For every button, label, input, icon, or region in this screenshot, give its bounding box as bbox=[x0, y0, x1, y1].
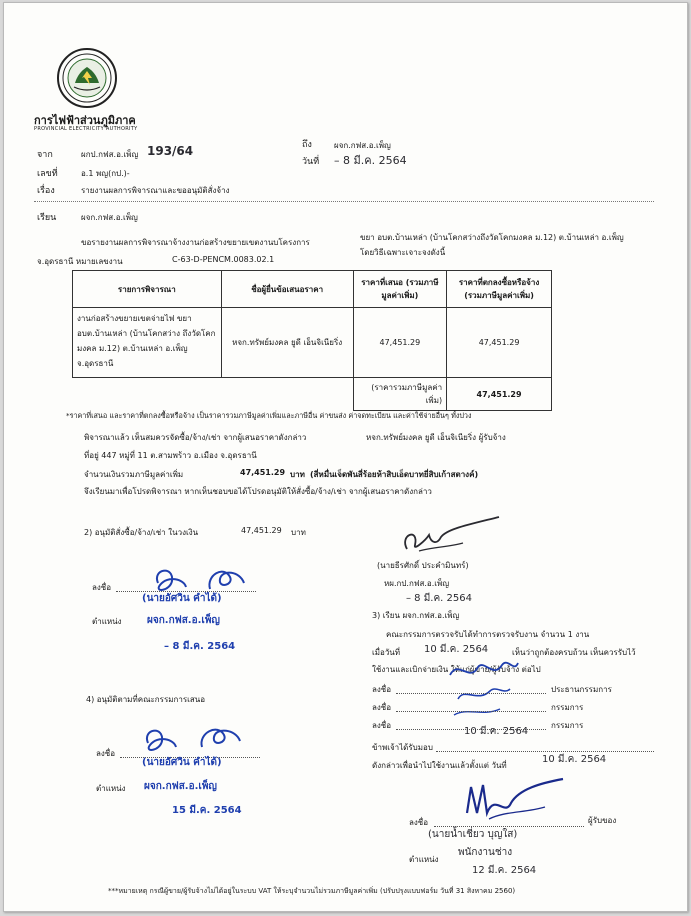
intro-line2-right: โดยวิธีเฉพาะเจาะจงดังนี้ bbox=[360, 248, 446, 257]
section3-line2-right: เห็นว่าถูกต้องครบถ้วน เห็นควรรับไว้ bbox=[512, 648, 636, 657]
section3-line2-label: เมื่อวันที่ bbox=[372, 648, 401, 657]
section4-position-label: ตำแหน่ง bbox=[96, 784, 126, 793]
org-name-en: PROVINCIAL ELECTRICITY AUTHORITY bbox=[34, 126, 138, 132]
subject-label: เรื่อง bbox=[37, 186, 55, 196]
recipient-position: พนักงานช่าง bbox=[458, 847, 513, 858]
section4-label: 4) อนุมัติตามที่คณะกรรมการเสนอ bbox=[86, 695, 206, 704]
section4-signature bbox=[132, 715, 252, 759]
approve2-position: ผจก.กฟส.อ.เพ็ญ bbox=[147, 615, 220, 626]
org-name-th: การไฟฟ้าส่วนภูมิภาค bbox=[34, 114, 136, 127]
recipient-sign-label: ลงชื่อ bbox=[409, 818, 429, 827]
price-note: *ราคาที่เสนอ และราคาที่ตกลงซื้อหรือจ้าง เป็นราคารวมภาษีมูลค่าเพิ่มและภาษีอื่น ค่าขนส่ง ค่าจดทะเบียน และค่าใช้จ่ายอื่นๆ ทั้งปวง bbox=[66, 411, 472, 420]
cell-item: งานก่อสร้างขยายเขตจ่ายไฟ ขยา อบต.บ้านเหล่า (บ้านโคกสว่าง ถึงวัดโคกมงคล ม.12) ต.บ้านเหล่า อ.เพ็ญ จ.อุดรธานี bbox=[73, 308, 222, 378]
section4-date: 15 มี.ค. 2564 bbox=[172, 805, 242, 816]
ref-label: เลขที่ bbox=[37, 169, 58, 179]
job-number: C-63-D-PENCM.0083.02.1 bbox=[172, 255, 275, 264]
memo-page bbox=[3, 2, 688, 912]
member1-role: กรรมการ bbox=[551, 703, 584, 712]
quotation-table bbox=[72, 270, 552, 411]
date-label: วันที่ bbox=[302, 157, 320, 167]
subject-value: รายงานผลการพิจารณาและขออนุมัติสั่งจ้าง bbox=[81, 186, 230, 195]
from-label: จาก bbox=[37, 150, 53, 160]
chair-role: ประธานกรรมการ bbox=[551, 685, 612, 694]
recipient-date: 12 มี.ค. 2564 bbox=[472, 865, 537, 876]
col-header-agreed: ราคาที่ตกลงซื้อหรือจ้าง (รวมภาษีมูลค่าเพิ่ม) bbox=[447, 271, 552, 308]
ref-handwritten: 193/64 bbox=[147, 144, 194, 158]
consider-line3-label: จำนวนเงินรวมภาษีมูลค่าเพิ่ม bbox=[84, 470, 184, 479]
pea-logo bbox=[56, 47, 118, 109]
intro-line2-left: จ.อุดรธานี หมายเลขงาน bbox=[37, 257, 123, 266]
table-row bbox=[73, 308, 552, 378]
committee-date: 10 มี.ค. 2564 bbox=[464, 726, 529, 737]
consider-amount-words: (สี่หมื่นเจ็ดพันสี่ร้อยห้าสิบเอ็ดบาทยี่สิบเก้าสตางค์) bbox=[310, 470, 479, 479]
consider-unit: บาท bbox=[290, 470, 305, 479]
receive-label: ข้าพเจ้าได้รับมอบ bbox=[372, 743, 433, 752]
footer-note: ***หมายเหตุ กรณีผู้ขาย/ผู้รับจ้างไม่ได้อยู่ในระบบ VAT ให้ระบุจำนวนไม่รวมภาษีมูลค่าเพิ่ม (ปรับปรุงแบบฟอร์ม วันที่ 31 สิงหาคม 2560) bbox=[108, 887, 516, 895]
section4-position: ผจก.กฟส.อ.เพ็ญ bbox=[144, 781, 217, 792]
delivery-date: 10 มี.ค. 2564 bbox=[542, 754, 607, 765]
member2-sign-label: ลงชื่อ bbox=[372, 721, 392, 730]
to-label: ถึง bbox=[302, 140, 312, 150]
chair-sign-label: ลงชื่อ bbox=[372, 685, 392, 694]
requester-signature bbox=[389, 511, 509, 559]
requester-name: (นายธีรศักดิ์ ประคำมินทร์) bbox=[377, 561, 469, 570]
header-divider bbox=[34, 201, 654, 202]
total-label: (ราคารวมภาษีมูลค่าเพิ่ม) bbox=[353, 378, 446, 411]
ref-value: อ.1 พญ(กป.)- bbox=[81, 169, 130, 178]
approve2-position-label: ตำแหน่ง bbox=[92, 617, 122, 626]
requester-date: – 8 มี.ค. 2564 bbox=[406, 593, 472, 604]
table-total-row bbox=[73, 378, 552, 411]
intro-line1-right: ขยา อบต.บ้านเหล่า (บ้านโคกสว่างถึงวัดโคกมงคล ม.12) ต.บ้านเหล่า อ.เพ็ญ bbox=[360, 233, 624, 242]
dear-value: ผจก.กฟส.อ.เพ็ญ bbox=[81, 213, 138, 222]
section3-label: 3) เรียน ผจก.กฟส.อ.เพ็ญ bbox=[372, 611, 460, 620]
table-header-row bbox=[73, 271, 552, 308]
delivery-label: ดังกล่าวเพื่อนำไปใช้งานแล้วตั้งแต่ วันที่ bbox=[372, 761, 507, 770]
approve2-name: (นายอัศวิน คำได้) bbox=[142, 593, 222, 604]
recipient-name: (นายน้ำเชี่ยว บุญใส) bbox=[428, 829, 518, 840]
inspection-date: 10 มี.ค. 2564 bbox=[424, 644, 489, 655]
approve2-date: – 8 มี.ค. 2564 bbox=[164, 641, 236, 652]
section4-sign-label: ลงชื่อ bbox=[96, 749, 116, 758]
consider-line2: ที่อยู่ 447 หมู่ที่ 11 ต.สามพร้าว อ.เมือง จ.อุดรธานี bbox=[84, 451, 257, 460]
member2-role: กรรมการ bbox=[551, 721, 584, 730]
col-header-bidder: ชื่อผู้ยื่นข้อเสนอราคา bbox=[221, 271, 353, 308]
recipient-position-label: ตำแหน่ง bbox=[409, 855, 439, 864]
consider-amount: 47,451.29 bbox=[240, 468, 286, 477]
approve2-label: 2) อนุมัติสั่งซื้อ/จ้าง/เช่า ในวงเงิน bbox=[84, 528, 199, 537]
committee-signatures bbox=[444, 655, 524, 725]
member1-sign-label: ลงชื่อ bbox=[372, 703, 392, 712]
approve2-unit: บาท bbox=[291, 528, 306, 537]
approve2-sign-label: ลงชื่อ bbox=[92, 583, 112, 592]
approve2-amount: 47,451.29 bbox=[241, 526, 282, 535]
col-header-offered: ราคาที่เสนอ (รวมภาษีมูลค่าเพิ่ม) bbox=[353, 271, 446, 308]
to-value: ผจก.กฟส.อ.เพ็ญ bbox=[334, 141, 391, 150]
date-handwritten: – 8 มี.ค. 2564 bbox=[334, 154, 407, 167]
consider-line1: พิจารณาแล้ว เห็นสมควรจัดซื้อ/จ้าง/เช่า จากผู้เสนอราคาดังกล่าว bbox=[84, 433, 307, 442]
intro-line1: ขอรายงานผลการพิจารณาจ้างงานก่อสร้างขยายเขตงานบโครงการ bbox=[81, 238, 310, 247]
cell-agreed: 47,451.29 bbox=[447, 308, 552, 378]
section3-line1: คณะกรรมการตรวจรับได้ทำการตรวจรับงาน จำนวน 1 งาน bbox=[386, 630, 590, 639]
dear-label: เรียน bbox=[37, 213, 57, 223]
recipient-role: ผู้รับของ bbox=[588, 816, 617, 825]
total-value: 47,451.29 bbox=[447, 378, 552, 411]
from-value: ผกป.กฟส.อ.เพ็ญ bbox=[81, 150, 139, 159]
requester-position: หผ.กป.กฟส.อ.เพ็ญ bbox=[384, 579, 450, 588]
cell-offered: 47,451.29 bbox=[353, 308, 446, 378]
consider-line1-right: หจก.ทรัพย์มงคล ยูดี เอ็นจิเนียริ่ง ผู้รับจ้าง bbox=[366, 433, 506, 442]
section4-name: (นายอัศวิน คำได้) bbox=[142, 757, 222, 768]
col-header-item: รายการพิจารณา bbox=[73, 271, 222, 308]
section3-line3: ใช้งานและเบิกจ่ายเงิน ให้แก่ผู้ขาย/ผู้รับจ้าง ต่อไป bbox=[372, 665, 541, 674]
consider-line4: จึงเรียนมาเพื่อโปรดพิจารณา หากเห็นชอบขอได้โปรดอนุมัติให้สั่งซื้อ/จ้าง/เช่า จากผู้เสนอราคาดังกล่าว bbox=[84, 487, 432, 496]
recipient-signature bbox=[459, 773, 569, 825]
cell-bidder: หจก.ทรัพย์มงคล ยูดี เอ็นจิเนียริ่ง bbox=[221, 308, 353, 378]
